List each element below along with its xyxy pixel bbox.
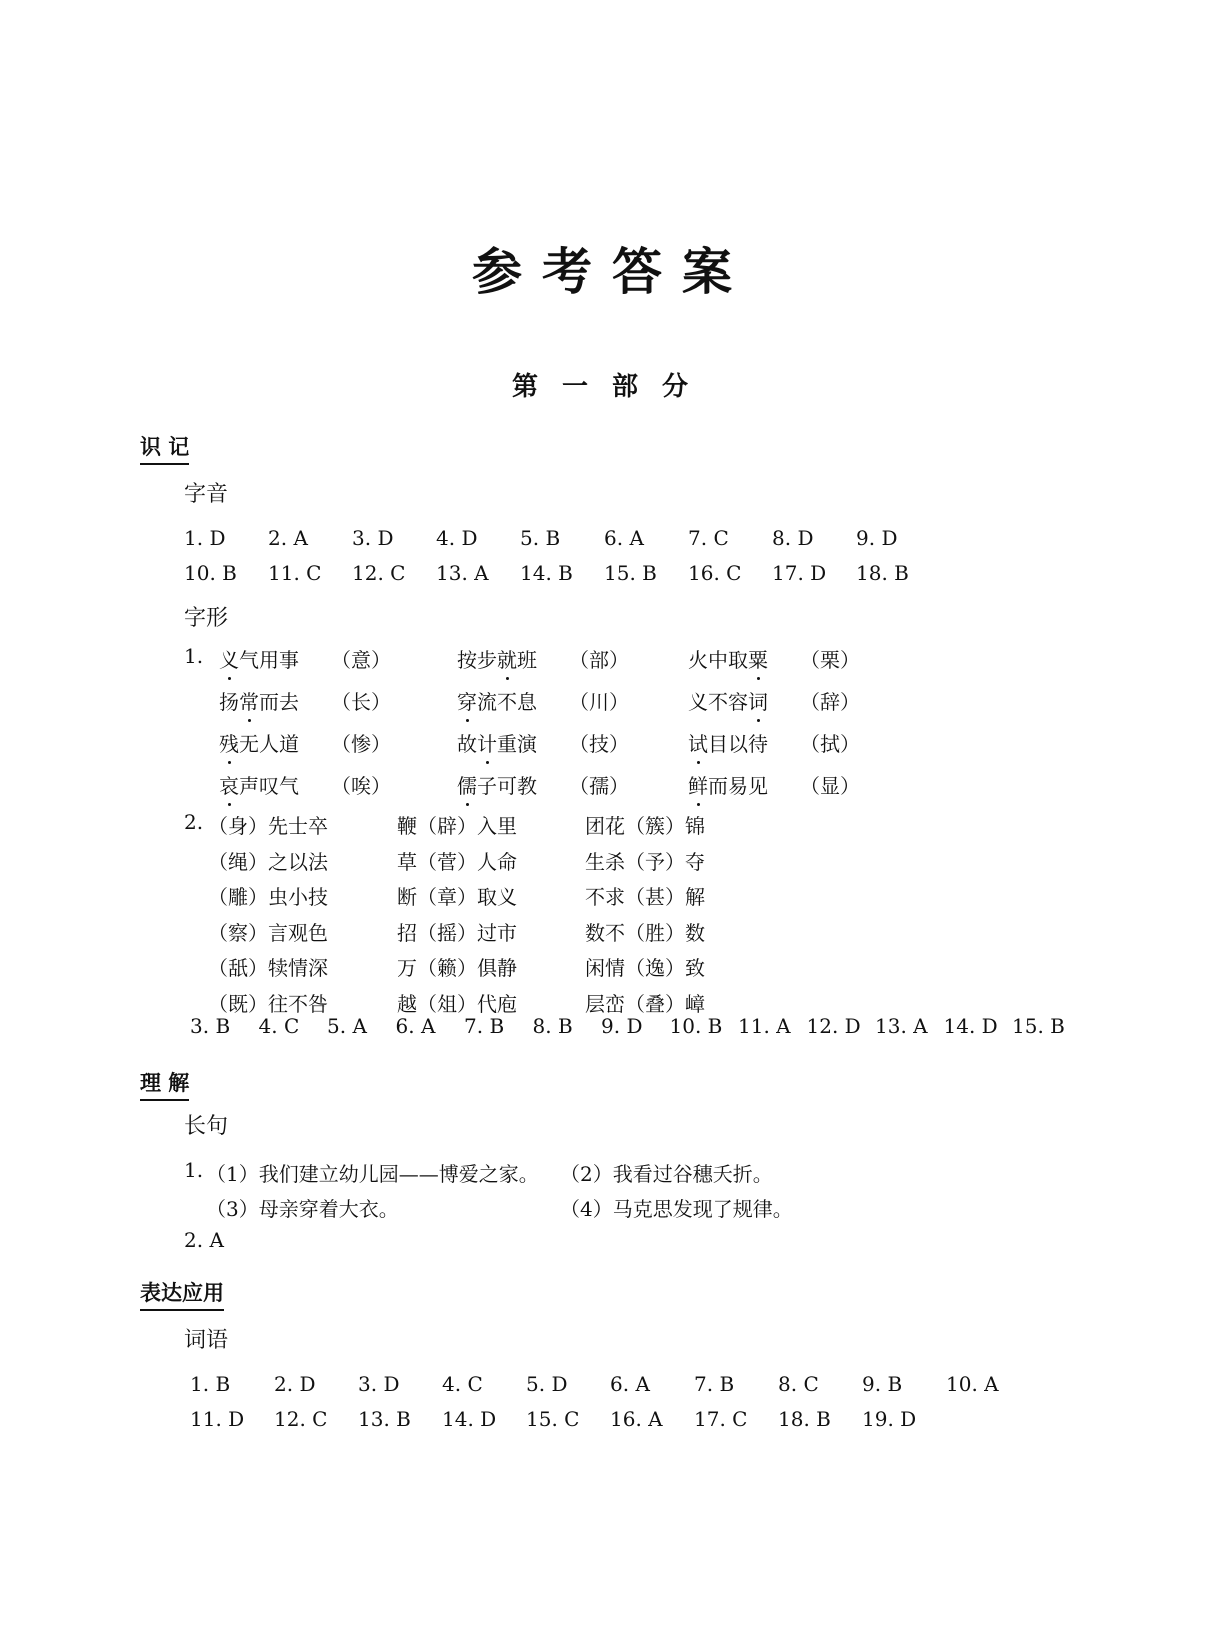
emphasized-character: 粟 <box>748 644 768 673</box>
answer-item: 3. D <box>358 1372 400 1396</box>
answer-item: 7. B <box>694 1372 735 1396</box>
answer-item: 18. B <box>856 561 909 585</box>
emphasized-character: 残 <box>219 728 239 757</box>
correction-text: （部） <box>569 648 629 672</box>
answer-item: 1. D <box>184 526 226 550</box>
answer-item: 8. C <box>778 1372 819 1396</box>
answer-item: 9. B <box>862 1372 903 1396</box>
correction-text: （孺） <box>569 774 629 798</box>
correction-text: （惨） <box>331 732 391 756</box>
answer-item: 9. D <box>601 1014 643 1038</box>
idiom-text: 生杀（予）夺 <box>585 849 705 874</box>
subsection-heading-ciyu: 词语 <box>184 1328 229 1353</box>
correction-text: （技） <box>569 732 629 756</box>
answer-item: 2. A <box>184 1228 224 1252</box>
idiom-text: （既）往不咎 <box>208 991 328 1016</box>
answer-item: 12. D <box>806 1014 861 1038</box>
answer-item: 19. D <box>862 1407 917 1431</box>
subsection-heading-zixing: 字形 <box>184 606 229 631</box>
answer-item: 17. C <box>694 1407 748 1431</box>
idiom-text: 草（菅）人命 <box>397 849 517 874</box>
answer-item: 10. A <box>946 1372 999 1396</box>
idiom-text: 闲情（逸）致 <box>585 956 705 980</box>
question-number: 1. <box>184 644 204 668</box>
correction-text: （栗） <box>800 648 860 672</box>
emphasized-character: 计 <box>477 728 497 757</box>
emphasized-character: 穿 <box>457 686 477 715</box>
answer-item: 6. A <box>610 1372 650 1396</box>
answer-item: 15. C <box>526 1407 580 1431</box>
idiom-text: 试目以待 <box>688 728 768 757</box>
answer-item: 6. A <box>395 1014 436 1038</box>
subsection-heading-changju: 长句 <box>184 1114 229 1139</box>
idiom-text: 扬常而去 <box>219 686 299 715</box>
idiom-text: （绳）之以法 <box>208 849 328 874</box>
answer-item: 4. C <box>258 1014 300 1038</box>
emphasized-character: 就 <box>497 644 517 673</box>
correction-text: （川） <box>569 690 629 714</box>
idiom-text: 火中取粟 <box>688 644 768 673</box>
idiom-text: 招（摇）过市 <box>397 920 517 945</box>
idiom-text: 越（俎）代庖 <box>397 991 517 1016</box>
answer-item: 16. A <box>610 1407 663 1431</box>
idiom-text: 义不容词 <box>688 686 768 715</box>
emphasized-character: 儒 <box>457 770 477 799</box>
correction-text: （意） <box>331 648 391 672</box>
emphasized-character: 义 <box>219 644 239 673</box>
answer-item: 1. B <box>190 1372 231 1396</box>
idiom-text: 按步就班 <box>457 644 537 673</box>
idiom-text: 穿流不息 <box>457 686 537 715</box>
question-number: 1. <box>184 1158 204 1182</box>
answer-item: 12. C <box>274 1407 328 1431</box>
emphasized-character: 鲜 <box>688 770 708 799</box>
idiom-text: （舐）犊情深 <box>208 956 328 980</box>
answer-item: 16. C <box>688 561 742 585</box>
idiom-text: 不求（甚）解 <box>585 885 705 909</box>
answer-item: 9. D <box>856 526 898 550</box>
idiom-text: 义气用事 <box>219 644 299 673</box>
answer-item: 4. D <box>436 526 478 550</box>
section-heading-lijie: 理 解 <box>140 1067 189 1101</box>
correction-text: （辞） <box>800 690 860 714</box>
idiom-text: 儒子可教 <box>457 770 537 799</box>
emphasized-character: 词 <box>748 686 768 715</box>
correction-text: （长） <box>331 690 391 714</box>
idiom-text: 哀声叹气 <box>219 770 299 799</box>
answer-item: 15. B <box>1012 1014 1065 1038</box>
correction-text: （显） <box>800 774 860 798</box>
answer-item: 5. A <box>327 1014 367 1038</box>
answer-item: 5. D <box>526 1372 568 1396</box>
answer-item: 18. B <box>778 1407 831 1431</box>
answer-item: 7. B <box>464 1014 505 1038</box>
answer-item: 4. C <box>442 1372 483 1396</box>
answer-item: 14. D <box>442 1407 497 1431</box>
answer-item: （4）马克思发现了规律。 <box>560 1197 793 1221</box>
section-heading-biaodayingyong: 表达应用 <box>140 1277 224 1311</box>
idiom-text: 故计重演 <box>457 728 537 757</box>
idiom-text: 断（章）取义 <box>397 885 517 909</box>
answer-item: 13. A <box>875 1014 928 1038</box>
idiom-text: 万（籁）俱静 <box>397 956 517 980</box>
emphasized-character: 哀 <box>219 770 239 799</box>
emphasized-character: 常 <box>239 686 259 715</box>
idiom-text: 鞭（辟）入里 <box>397 814 517 838</box>
answer-item: 10. B <box>669 1014 723 1038</box>
answer-item: 2. A <box>268 526 308 550</box>
idiom-text: 残无人道 <box>219 728 299 757</box>
correction-text: （拭） <box>800 732 860 756</box>
emphasized-character: 试 <box>688 728 708 757</box>
idiom-text: 团花（簇）锦 <box>585 814 705 838</box>
answer-item: 14. B <box>520 561 573 585</box>
part-title: 第一部分 <box>511 372 712 402</box>
idiom-text: （雕）虫小技 <box>208 885 328 909</box>
answer-item: 17. D <box>772 561 827 585</box>
section-heading-shiji: 识 记 <box>140 431 189 465</box>
idiom-text: 层峦（叠）嶂 <box>585 991 705 1016</box>
answer-item: 7. C <box>688 526 729 550</box>
answer-item: 11. C <box>268 561 322 585</box>
answer-item: 5. B <box>520 526 561 550</box>
answer-item: 15. B <box>604 561 657 585</box>
subsection-heading-ziyin: 字音 <box>184 482 229 507</box>
answer-item: 11. D <box>190 1407 245 1431</box>
answer-item: 13. A <box>436 561 489 585</box>
answer-item: 13. B <box>358 1407 411 1431</box>
question-number: 2. <box>184 810 204 834</box>
answer-item: （3）母亲穿着大衣。 <box>206 1197 399 1221</box>
answer-item: 14. D <box>943 1014 998 1038</box>
answer-item: 2. D <box>274 1372 316 1396</box>
answer-item: 8. B <box>532 1014 573 1038</box>
answer-item: 10. B <box>184 561 237 585</box>
answer-item: 3. D <box>352 526 394 550</box>
answer-item: 11. A <box>738 1014 791 1038</box>
idiom-text: （察）言观色 <box>208 920 328 945</box>
answer-item: 8. D <box>772 526 814 550</box>
idiom-text: （身）先士卒 <box>208 814 328 838</box>
answer-item: 3. B <box>190 1014 231 1038</box>
answer-item: （1）我们建立幼儿园——博爱之家。 <box>206 1162 539 1186</box>
idiom-text: 数不（胜）数 <box>585 920 705 945</box>
answer-item: 12. C <box>352 561 406 585</box>
idiom-text: 鲜而易见 <box>688 770 768 799</box>
answer-item: 6. A <box>604 526 644 550</box>
answer-item: （2）我看过谷穗夭折。 <box>560 1162 773 1186</box>
page-title: 参考答案 <box>472 242 752 301</box>
correction-text: （唉） <box>331 774 391 798</box>
